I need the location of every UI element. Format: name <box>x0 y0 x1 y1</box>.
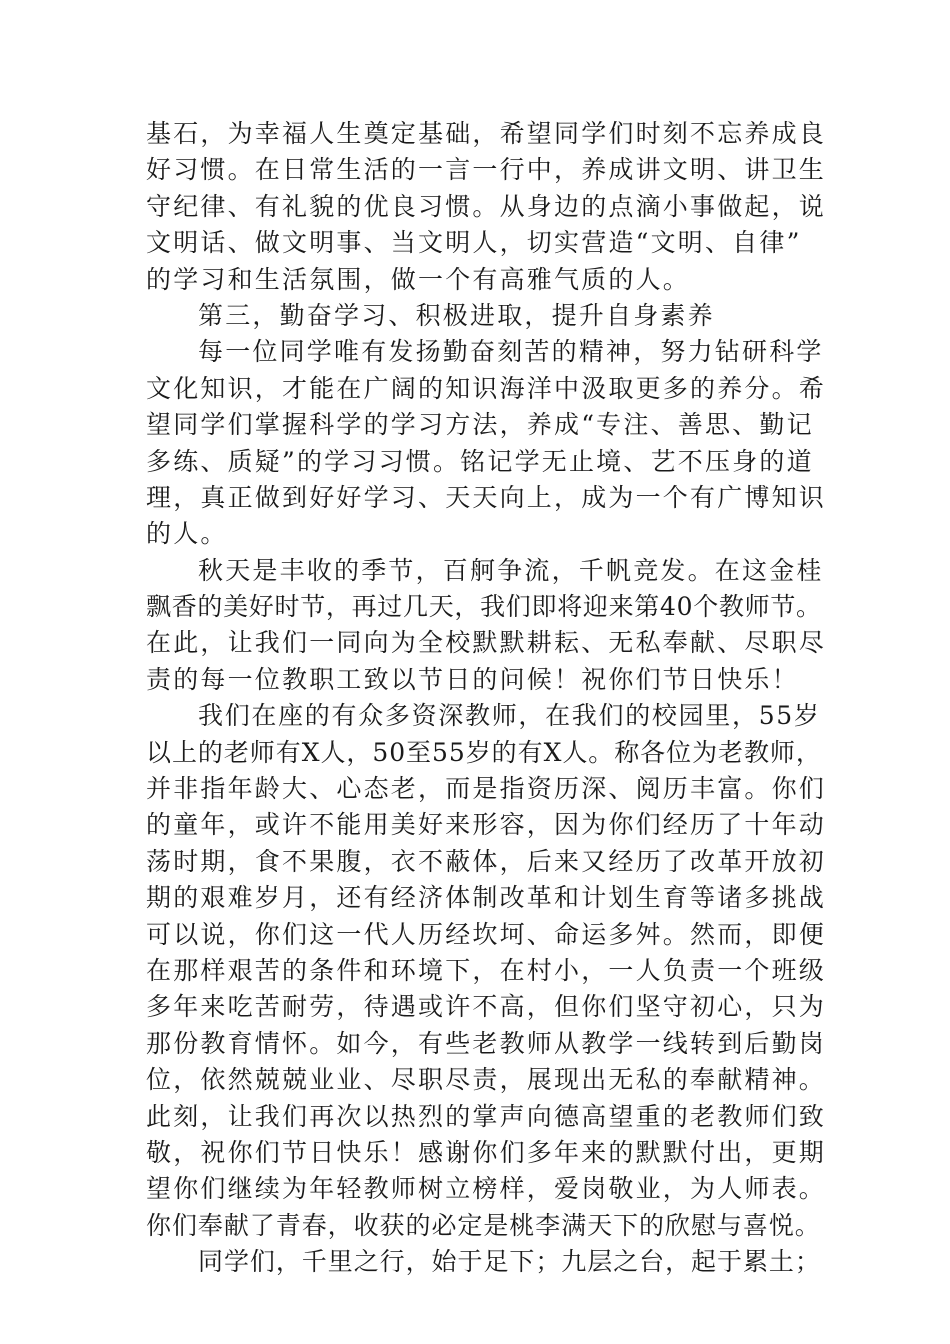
text-line: 可以说，你们这一代人历经坎坷、命运多舛。然而，即便 <box>146 919 827 949</box>
text-line: 理，真正做到好好学习、天天向上，成为一个有广博知识 <box>146 482 827 512</box>
text-line: 同学们，千里之行，始于足下；九层之台，起于累土； <box>198 1247 821 1277</box>
text-line: 的学习和生活氛围，做一个有高雅气质的人。 <box>146 264 691 294</box>
text-line: 那份教育情怀。如今，有些老教师从教学一线转到后勤岗 <box>146 1028 827 1058</box>
text-line: 位，依然兢兢业业、尽职尽责，展现出无私的奉献精神。 <box>146 1065 827 1095</box>
text-line: 每一位同学唯有发扬勤奋刻苦的精神，努力钻研科学 <box>198 337 824 367</box>
text-line: 飘香的美好时节，再过几天，我们即将迎来第40个教师节。 <box>146 592 822 622</box>
text-line: 荡时期，食不果腹，衣不蔽体，后来又经历了改革开放初 <box>146 846 827 876</box>
text-line: 文化知识，才能在广阔的知识海洋中汲取更多的养分。希 <box>146 373 827 403</box>
text-line: 期的艰难岁月，还有经济体制改革和计划生育等诸多挑战 <box>146 883 827 913</box>
document-body <box>146 116 826 1281</box>
text-line: 你们奉献了青春，收获的必定是桃李满天下的欣慰与喜悦。 <box>146 1210 821 1240</box>
text-line: 第三，勤奋学习、积极进取，提升自身素养 <box>198 300 715 330</box>
text-line: 在那样艰苦的条件和环境下，在村小，一人负责一个班级 <box>146 955 827 985</box>
text-line: 好习惯。在日常生活的一言一行中，养成讲文明、讲卫生 <box>146 155 827 185</box>
text-line: 此刻，让我们再次以热烈的掌声向德高望重的老教师们致 <box>146 1101 827 1131</box>
text-line: 多练、质疑”的学习习惯。铭记学无止境、艺不压身的道 <box>146 446 814 476</box>
text-line: 的童年，或许不能用美好来形容，因为你们经历了十年动 <box>146 810 827 840</box>
text-line: 在此，让我们一同向为全校默默耕耘、无私奉献、尽职尽 <box>146 628 827 658</box>
text-line: 守纪律、有礼貌的优良习惯。从身边的点滴小事做起，说 <box>146 191 827 221</box>
text-line: 基石，为幸福人生奠定基础，希望同学们时刻不忘养成良 <box>146 119 827 148</box>
text-line: 秋天是丰收的季节，百舸争流，千帆竞发。在这金桂 <box>198 555 824 585</box>
text-line: 文明话、做文明事、当文明人，切实营造“文明、自律” <box>146 228 802 258</box>
text-line: 望同学们掌握科学的学习方法，养成“专注、善思、勤记 <box>146 410 814 440</box>
text-line: 多年来吃苦耐劳，待遇或许不高，但你们坚守初心，只为 <box>146 992 827 1022</box>
text-line: 敬，祝你们节日快乐！感谢你们多年来的默默付出，更期 <box>146 1137 827 1167</box>
text-line: 并非指年龄大、心态老，而是指资历深、阅历丰富。你们 <box>146 774 827 804</box>
text-line: 责的每一位教职工致以节日的问候！祝你们节日快乐！ <box>146 664 799 694</box>
text-line: 以上的老师有X人，50至55岁的有X人。称各位为老教师， <box>146 737 822 767</box>
text-line: 望你们继续为年轻教师树立榜样，爱岗敬业，为人师表。 <box>146 1174 827 1204</box>
text-line: 我们在座的有众多资深教师，在我们的校园里，55岁 <box>198 701 821 731</box>
text-line: 的人。 <box>146 519 228 549</box>
